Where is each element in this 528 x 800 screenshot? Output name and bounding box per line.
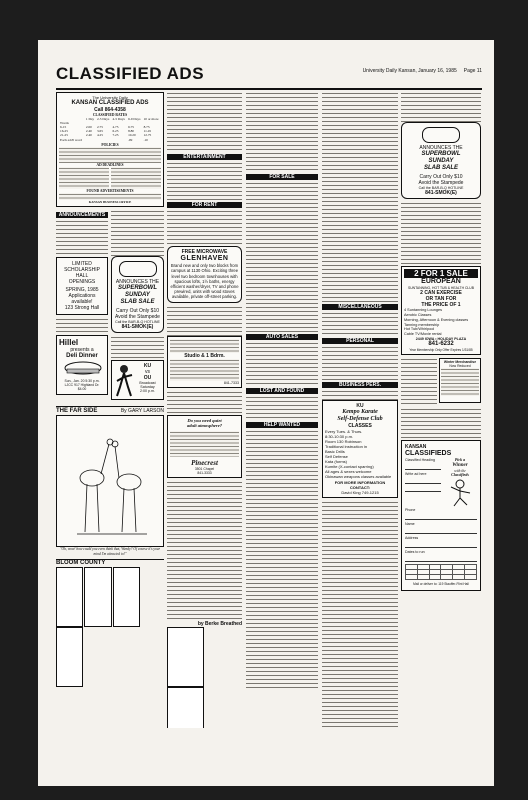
superbowl-line: Carry Out Only $10 — [419, 174, 463, 180]
rates-header: 10 or more — [143, 117, 159, 122]
column-5 — [401, 92, 481, 728]
pinecrest-addr: 3501 Chapel — [194, 466, 215, 471]
karate-item: Every Tues. & Thurs. — [325, 429, 363, 435]
coupon-name-label: Name — [405, 522, 415, 527]
pinecrest-ad — [167, 415, 242, 478]
rates-header: 4-5 Days — [112, 117, 125, 122]
newspaper-dateline: University Daily Kansan, January 16, 1985 — [362, 68, 457, 74]
list-item: 4 Suntanning Lounges — [404, 308, 443, 313]
bloom-title: BLOOM COUNTY — [56, 559, 164, 567]
rates-cell: 2.75 — [96, 125, 103, 130]
karate-item: Self Defense — [325, 454, 348, 460]
coupon-name-field[interactable] — [405, 528, 477, 534]
superbowl-line: SLAB SALE — [120, 299, 155, 306]
comic-panel — [167, 627, 204, 687]
superbowl-ad — [111, 256, 164, 333]
deadlines-text — [59, 167, 161, 189]
rates-cell: 11.45 — [143, 129, 152, 134]
coupon-line: KANSAN — [405, 444, 427, 451]
ku-line: 2:00 p.m. — [140, 389, 155, 394]
karate-item: 8:30-10:30 p.m. — [325, 434, 354, 440]
coupon-line: CLASSIFIEDS — [405, 450, 452, 458]
coupon-footer: Mail or deliver to: 119 Stauffer-Flint Hall — [413, 582, 469, 587]
two-for-one-line: OR TAN FOR — [425, 296, 457, 303]
rates-cell: 8.75 — [143, 125, 150, 130]
rates-cell: 21-25 — [60, 133, 68, 138]
rates-cell: 4.75 — [112, 125, 119, 130]
section-help-wanted: HELP WANTED — [246, 422, 318, 428]
superbowl-line: SLAB SALE — [423, 165, 458, 171]
coupon-phone-label: Phone — [405, 508, 416, 513]
comic-panel — [113, 567, 140, 627]
two-for-one-addr: 2449 IOWA • HOLIDAY PLAZA — [415, 336, 467, 341]
cow-logo-icon — [422, 127, 460, 143]
rates-cell: 2.40 — [85, 129, 92, 134]
karate-line: KU — [356, 403, 364, 410]
glenhaven-line: FREE MICROWAVE — [181, 249, 228, 256]
deadlines-title: AD DEADLINES — [96, 162, 124, 167]
rates-box — [56, 92, 164, 207]
bloom-author: by Berke Breathed — [197, 620, 242, 627]
page-number: Page 11 — [463, 68, 482, 74]
far-side-title: THE FAR SIDE — [56, 408, 98, 415]
ku-line: vs — [145, 369, 150, 376]
hillel-line: Deli Dinner — [66, 353, 98, 360]
rates-cell: 12.75 — [143, 133, 152, 138]
two-for-one-phone: 841-6232 — [428, 341, 454, 348]
rates-cell: 6.75 — [128, 125, 134, 130]
superbowl-line: Avoid the Stampede — [418, 180, 464, 186]
glenhaven-name: GLENHAVEN — [180, 255, 229, 263]
cow-logo-icon — [119, 261, 157, 277]
list-item: Morning, Afternoon & Evening classes — [404, 317, 469, 322]
policies-title: POLICIES — [101, 142, 119, 147]
rates-cell: 6-15 — [60, 125, 67, 130]
col2-text — [167, 92, 242, 152]
hillel-where: LJCC 917 Highland Dr. — [64, 383, 100, 388]
karate-ad — [322, 400, 398, 498]
classified-coupon — [401, 440, 481, 590]
superbowl-line: SUNDAY — [428, 158, 454, 164]
karate-item: Room 130 Robinson — [325, 439, 362, 445]
karate-item: Kata (forms) — [325, 459, 348, 465]
scholarship-line: SPRING, 1985 — [65, 287, 99, 294]
dancing-figure-illustration — [445, 477, 475, 507]
rates-cell: 10.20 — [128, 133, 136, 138]
list-item: Aerobic Classes — [404, 312, 432, 317]
ostriches-illustration — [57, 416, 163, 544]
sandwich-illustration — [59, 360, 107, 378]
karate-item: Traditional instruction in — [325, 444, 368, 450]
superbowl-ad-2 — [401, 122, 481, 199]
rates-cell: 6.25 — [112, 129, 119, 134]
scholarship-line: OPENINGS — [68, 279, 96, 286]
page-title: CLASSIFIED ADS — [56, 64, 205, 83]
glenhaven-ad — [167, 246, 242, 302]
karate-item: Kumite (X-contact sparring) — [325, 464, 374, 470]
column-2 — [167, 92, 242, 728]
scholarship-line: 123 Strong Hall — [64, 305, 100, 312]
section-miscellaneous: MISCELLANEOUS — [322, 304, 398, 310]
scholarship-line: LIMITED — [72, 261, 92, 268]
hillel-when: Sun., Jan. 20 5:30 p.m. — [64, 379, 100, 384]
football-player-illustration — [114, 363, 134, 397]
scholarship-line: SCHOLARSHIP HALL — [64, 267, 100, 280]
superbowl-line: Call the BAR-B-Q HOTLINE — [418, 186, 464, 190]
winner-line: Winner — [452, 462, 468, 468]
rates-line2: KANSAN CLASSIFIED ADS — [71, 100, 149, 106]
rates-cell: 7.25 — [112, 133, 119, 138]
karate-line: Self-Defense Club — [337, 416, 383, 423]
pinecrest-line: Do you need quiet — [187, 417, 222, 423]
section-for-sale: FOR SALE — [246, 174, 318, 180]
rates-cell: 4.25 — [96, 133, 103, 138]
two-for-one-line: THE PRICE OF 1 — [421, 302, 461, 309]
coupon-rate-grid — [405, 564, 477, 580]
list-item: Cable TV/Movie rental — [404, 332, 442, 337]
column-4 — [322, 92, 398, 728]
bloom-panels-2 — [167, 627, 242, 728]
hillel-ad — [56, 335, 108, 394]
superbowl-line: SUPERBOWL — [421, 151, 461, 157]
ku-line: Saturday — [140, 385, 155, 390]
announcement-text — [56, 220, 108, 254]
ku-line: Broadcast — [139, 381, 156, 386]
karate-item: All ages & sexes welcome — [325, 469, 372, 475]
section-announcements: ANNOUNCEMENTS — [56, 212, 108, 218]
hillel-line: presents a — [70, 347, 94, 354]
karate-item: Okinawan weapons classes available — [325, 474, 392, 480]
pinecrest-name: Pinecrest — [191, 458, 218, 467]
newspaper-page — [38, 40, 494, 786]
two-for-one-ad — [401, 266, 481, 355]
coupon-write-field[interactable] — [405, 486, 441, 492]
page-meta — [363, 68, 482, 74]
column-1 — [56, 92, 164, 728]
coupon-dates-field[interactable] — [405, 556, 477, 562]
bloom-county-comic — [56, 559, 164, 687]
coupon-address-label: Address — [405, 536, 419, 541]
two-for-one-footer: Year Membership Only Offer Expires 1/31/85 — [409, 348, 473, 353]
karate-details — [325, 429, 395, 495]
superbowl-line: Carry Out Only $10 — [115, 308, 160, 315]
rates-cell: 3.65 — [96, 129, 103, 134]
karate-line: CLASSES — [348, 423, 372, 430]
page-header — [56, 64, 482, 90]
coupon-phone-field[interactable] — [405, 514, 477, 520]
winter-line: Now Reduced — [449, 364, 471, 369]
karate-item: FOR MORE INFORMATION CONTACT: — [334, 480, 386, 491]
comic-panel — [84, 567, 111, 627]
coupon-heading-field[interactable] — [405, 464, 441, 470]
coupon-address-field[interactable] — [405, 542, 477, 548]
pinecrest-line: adult atmosphere? — [186, 423, 223, 429]
hillel-name: Hillel — [59, 338, 79, 348]
section-auto-sales: AUTO SALES — [246, 334, 318, 340]
karate-item: Basic Drills — [325, 449, 345, 455]
policies-text — [59, 147, 161, 163]
section-lost-found: LOST AND FOUND — [246, 388, 318, 394]
rates-phone: Call 864-4358 — [94, 107, 126, 113]
winter-line: Winter Merchandise — [443, 360, 477, 365]
ku-line: OU — [143, 375, 152, 382]
superbowl-line: Call the BAR-B-Q HOTLINE — [115, 320, 160, 325]
list-item: Tanning membership — [404, 322, 440, 327]
rates-header: 6-9 Days — [128, 117, 141, 122]
far-side-comic — [56, 406, 164, 556]
scholarship-line: available! — [71, 299, 93, 306]
two-for-one-line: 2 CAN EXERCISE — [420, 290, 462, 297]
winner-line: with the — [454, 468, 466, 473]
winter-merchandise-ad — [439, 358, 481, 403]
rates-table-title: CLASSIFIED RATES — [92, 113, 128, 117]
list-item: Hot Tub/Whirlpool — [404, 327, 435, 332]
rates-cell: Each add'l word — [60, 137, 82, 142]
bloom-panels — [56, 567, 164, 687]
superbowl-line: SUNDAY — [125, 292, 150, 299]
rates-row — [59, 138, 161, 142]
comic-panel — [56, 567, 83, 627]
coupon-write-field[interactable] — [405, 478, 441, 484]
karate-phone: 749-1215 — [361, 490, 379, 496]
comic-panel — [56, 627, 83, 687]
glenhaven-body: Brand new and only two blocks from campus at 1130 Ohio. Exciting three level two bedroom townhouses with spacious lofts, 1½ baths, energy efficient washer/dryer, TV and phone prewired, units with wood stoves available, private off-street parking. — [170, 263, 239, 300]
section-for-rent: FOR RENT — [167, 202, 242, 208]
rates-cell: Words — [60, 121, 69, 126]
col1-left-stack — [56, 210, 108, 403]
superbowl-line: ANNOUNCES THE — [419, 145, 463, 151]
karate-line: Kempo Karate — [342, 409, 378, 416]
pinecrest-phone: 841-3333 — [197, 470, 212, 475]
winner-illustration — [443, 458, 477, 508]
scholarship-ad — [56, 257, 108, 315]
rates-table — [59, 117, 161, 142]
studio-phone: 841-7333 — [223, 380, 239, 385]
rates-cell: 16-25 — [60, 129, 68, 134]
studio-ad — [167, 336, 242, 388]
superbowl-line: SUPERBOWL — [118, 285, 157, 292]
superbowl-phone: 841-SMOK(E) — [121, 324, 154, 331]
rates-header: 2-3 Days — [96, 117, 110, 122]
karate-contact: David King — [341, 490, 361, 496]
superbowl-line: Avoid the Stampede — [115, 314, 160, 321]
superbowl-phone: 841-SMOK(E) — [425, 190, 457, 197]
winner-line: Classifieds — [451, 471, 469, 477]
coupon-heading-label: Classified Heading — [405, 458, 435, 463]
rates-cell: 2.40 — [85, 133, 92, 138]
rates-cell: .10 — [143, 137, 148, 142]
section-entertainment: ENTERTAINMENT — [167, 154, 242, 160]
ku-line: KU — [143, 363, 152, 370]
section-business: BUSINESS PERS. — [322, 382, 398, 388]
far-side-caption: "Oh, wow! how could you even think that, Wendy? Of course it's your mind I'm attracted to!" — [60, 547, 160, 556]
two-for-one-list — [404, 308, 478, 337]
rates-footer: KANSAN BUSINESS OFFICE — [88, 199, 132, 204]
two-for-one-line: EUROPEAN — [421, 278, 461, 286]
coupon-dates-label: Dates to run — [405, 550, 425, 555]
rates-cell: 2.00 — [85, 125, 92, 130]
rates-header: 1 Day — [85, 117, 95, 122]
winner-line: Pick a — [454, 457, 466, 463]
hillel-cost: $4.00 — [77, 387, 87, 392]
col1-ads-row — [56, 210, 164, 403]
col5-mid — [401, 358, 481, 406]
studio-line: Studio & 1 Bdrm. — [184, 352, 225, 359]
rates-cell: 8.80 — [128, 129, 134, 134]
column-3 — [246, 92, 318, 728]
ostrich-panel — [56, 415, 164, 547]
section-personal: PERSONAL — [322, 338, 398, 344]
rates-cell: .09 — [128, 137, 133, 142]
comic-panel — [167, 687, 204, 728]
ku-broadcast-ad — [111, 360, 164, 400]
two-for-one-title: 2 FOR 1 SALE — [404, 269, 478, 278]
coupon-write-label: Write ad here — [405, 472, 427, 477]
col1-right-stack — [111, 210, 164, 403]
two-for-one-line: SUNTANNING, HOT TUB & HEALTH CLUB — [407, 286, 475, 291]
found-title: FOUND ADVERTISEMENTS — [86, 188, 134, 193]
superbowl-line: ANNOUNCES THE — [115, 279, 160, 286]
far-side-author: By GARY LARSON — [120, 408, 164, 415]
rates-line1: The University Daily — [92, 95, 128, 100]
scholarship-line: Applications — [68, 293, 96, 300]
